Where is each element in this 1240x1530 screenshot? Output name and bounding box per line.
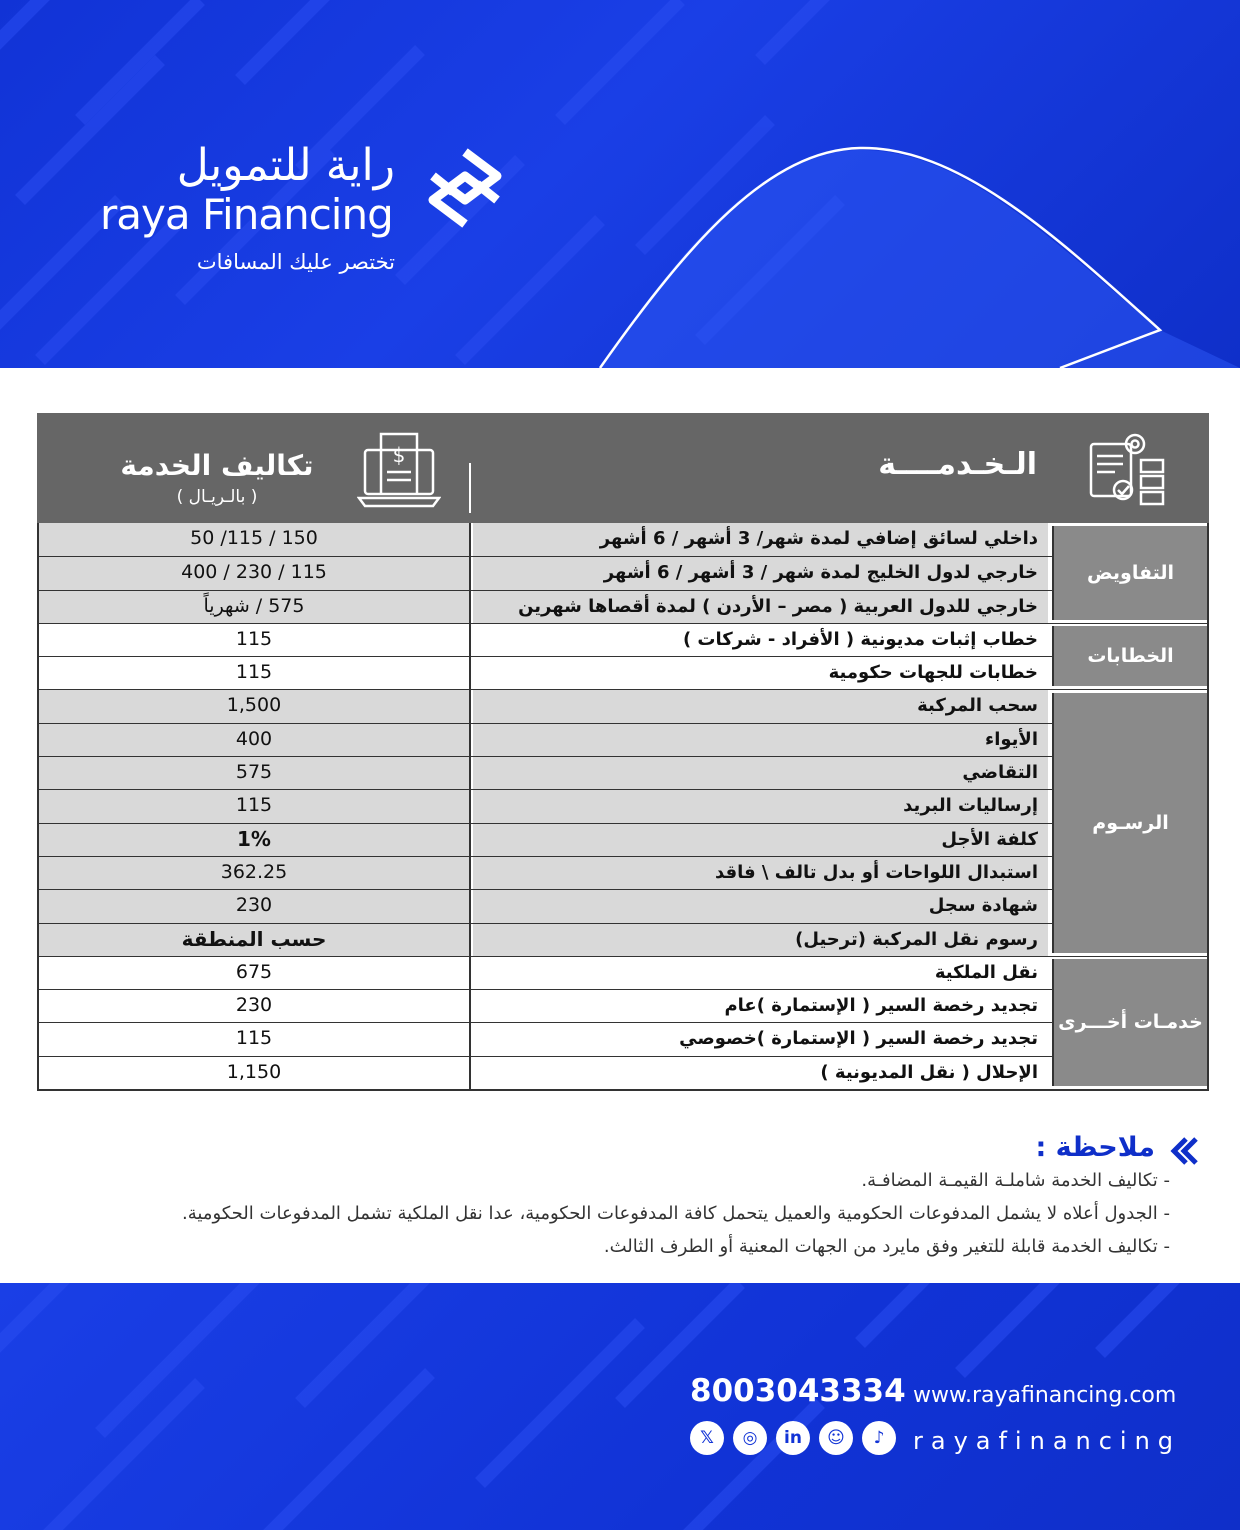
- brand-logo: [95, 140, 515, 290]
- phone-number[interactable]: 8003043334: [690, 1373, 906, 1409]
- notes-section: [30, 1132, 1200, 1262]
- cost-cell: 115 / 230 / 400: [39, 557, 471, 589]
- table-header: [37, 413, 1209, 523]
- service-cell: شهادة سجل: [473, 890, 1048, 922]
- table-row: [39, 1056, 1207, 1089]
- table-row: [39, 689, 1207, 722]
- service-settings-icon: [1085, 428, 1169, 512]
- brand-tagline: تختصر عليك المسافات: [196, 250, 395, 274]
- service-cell: سحب المركبة: [473, 690, 1048, 722]
- table-row: [39, 789, 1207, 822]
- brand-name-arabic: راية للتمويل: [176, 140, 395, 191]
- group-label: الرسـوم: [1052, 693, 1207, 953]
- cost-cell: 1%: [39, 824, 471, 856]
- website-link[interactable]: www.rayafinancing.com: [913, 1383, 1177, 1408]
- cost-cell: 115: [39, 624, 471, 656]
- social-handle: rayafinancing: [913, 1427, 1182, 1455]
- header-service: الـخـدمــــة: [878, 447, 1037, 482]
- table-row: [39, 656, 1207, 689]
- tiktok-icon[interactable]: ♪: [862, 1421, 896, 1455]
- table-row: [39, 723, 1207, 756]
- service-cell: خطاب إثبات مديونية ( الأفراد - شركات ): [682, 628, 1038, 650]
- social-links: [690, 1421, 896, 1455]
- table-body: [37, 523, 1209, 1091]
- linkedin-icon[interactable]: in: [776, 1421, 810, 1455]
- service-cell: التقاضي: [473, 757, 1048, 789]
- cost-cell: 675: [39, 957, 471, 989]
- service-cell: نقل الملكية: [934, 961, 1038, 983]
- cost-cell: 400: [39, 724, 471, 756]
- table-row: [39, 590, 1207, 623]
- brand-name-english: raya Financing: [100, 190, 393, 239]
- group-label: التفاويض: [1052, 526, 1207, 620]
- service-cell: رسوم نقل المركبة (ترحيل): [473, 924, 1048, 956]
- table-row: [39, 623, 1207, 656]
- service-cell: تجديد رخصة السير ( الإستمارة )عام: [724, 995, 1038, 1017]
- cost-cell: حسب المنطقة: [39, 924, 471, 956]
- chevron-left-icon: [1166, 1136, 1200, 1166]
- service-cell: داخلي لسائق إضافي لمدة شهر/ 3 أشهر / 6 أشهر: [473, 523, 1048, 556]
- cost-cell: 575: [39, 757, 471, 789]
- cost-cell: 1,150: [39, 1057, 471, 1089]
- table-row: [39, 556, 1207, 589]
- svg-text:$: $: [392, 443, 406, 467]
- fees-table: [37, 413, 1209, 1091]
- header-cost-currency: ( بالـريـال ): [176, 487, 258, 507]
- snapchat-icon[interactable]: ☺: [819, 1421, 853, 1455]
- instagram-icon[interactable]: ◎: [733, 1421, 767, 1455]
- header-cost: تكاليف الخدمة: [120, 449, 314, 482]
- note-item: - الجدول أعلاه لا يشمل المدفوعات الحكومية والعميل يتحمل كافة المدفوعات الحكومية، عدا نقل الملكية تشمل المدفوعات الحكومية.: [182, 1203, 1170, 1224]
- invoice-icon: [357, 428, 441, 512]
- table-row: [39, 956, 1207, 989]
- service-cell: تجديد رخصة السير ( الإستمارة )خصوصي: [679, 1028, 1038, 1050]
- service-cell: إرساليات البريد: [473, 790, 1048, 822]
- service-cell: الأيواء: [473, 724, 1048, 756]
- cost-cell: 230: [39, 890, 471, 922]
- table-row: [39, 989, 1207, 1022]
- group-label: الخطابات: [1052, 626, 1207, 687]
- cost-cell: 362.25: [39, 857, 471, 889]
- table-row: [39, 756, 1207, 789]
- cost-cell: 115: [39, 790, 471, 822]
- cost-cell: 115: [39, 657, 471, 689]
- note-item: - تكاليف الخدمة قابلة للتغير وفق مايرد من الجهات المعنية أو الطرف الثالث.: [603, 1236, 1170, 1257]
- x-icon[interactable]: 𝕏: [690, 1421, 724, 1455]
- service-cell: خارجي لدول الخليج لمدة شهر / 3 أشهر / 6 أشهر: [473, 557, 1048, 589]
- table-row: [39, 823, 1207, 856]
- service-cell: خطابات للجهات حكومية: [828, 662, 1038, 684]
- cost-cell: 575 / شهرياً: [39, 591, 471, 623]
- table-row: [39, 889, 1207, 922]
- note-item: - تكاليف الخدمة شاملـة القيمـة المضافـة.: [861, 1170, 1170, 1191]
- service-cell: كلفة الأجل: [473, 824, 1048, 856]
- service-cell: خارجي للدول العربية ( مصر – الأردن ) لمدة أقصاها شهرين: [473, 591, 1048, 623]
- group-label: خدمـات أخـــرى: [1052, 959, 1207, 1086]
- service-cell: الإحلال ( نقل المديونية ): [820, 1061, 1038, 1083]
- header-banner: [0, 0, 1240, 368]
- cost-cell: 150 / 115/ 50: [39, 523, 471, 556]
- table-row: [39, 523, 1207, 556]
- cost-cell: 115: [39, 1023, 471, 1055]
- raya-logo-icon: [423, 146, 507, 230]
- service-cell: استبدال اللواحات أو بدل تالف \ فاقد: [473, 857, 1048, 889]
- table-row: [39, 923, 1207, 956]
- footer-banner: [0, 1283, 1240, 1530]
- notes-title: ملاحظة :: [1035, 1132, 1155, 1163]
- header-divider: [469, 463, 471, 513]
- table-row: [39, 1022, 1207, 1055]
- table-row: [39, 856, 1207, 889]
- cost-cell: 230: [39, 990, 471, 1022]
- cost-cell: 1,500: [39, 690, 471, 722]
